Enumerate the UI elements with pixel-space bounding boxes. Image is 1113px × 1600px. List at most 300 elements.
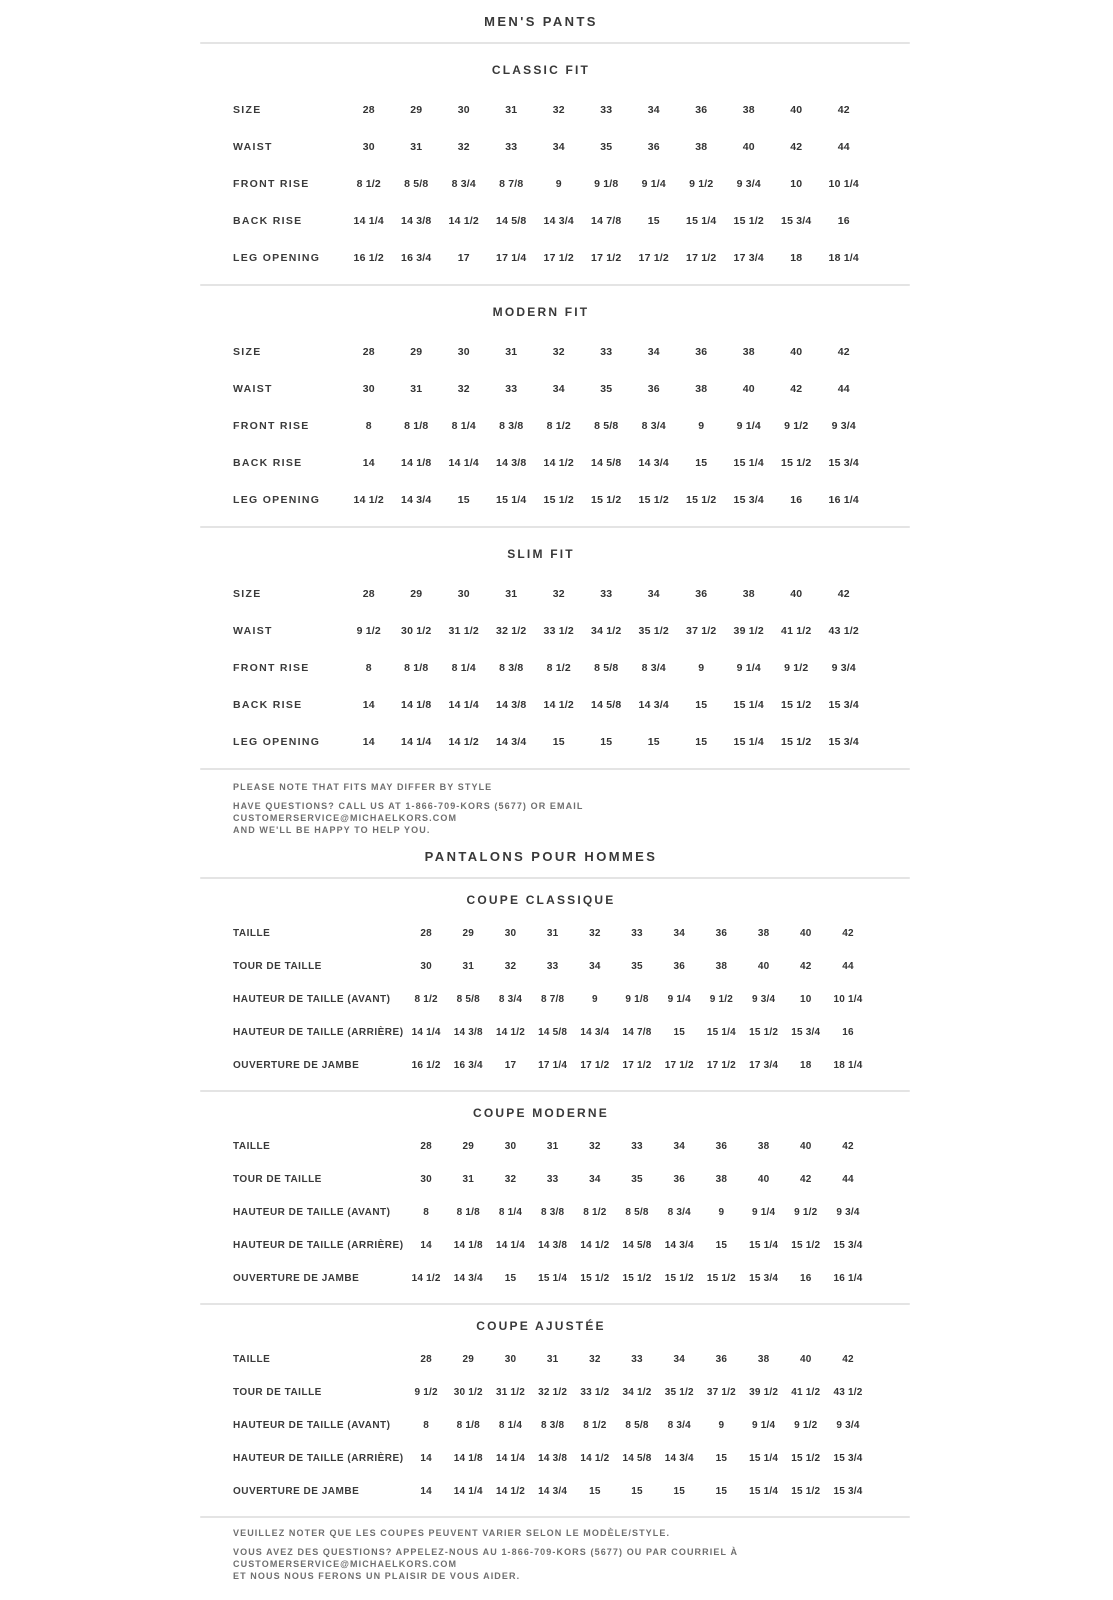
size-value: 9 (718, 1207, 725, 1218)
size-value: 15 1/2 (686, 493, 717, 506)
size-value: 14 1/4 (401, 735, 432, 748)
size-value: 15 3/4 (828, 735, 859, 748)
size-value: 30 (504, 1141, 517, 1152)
size-value: 40 (757, 1174, 770, 1185)
size-value: 14 3/4 (453, 1273, 483, 1284)
size-value: 9 3/4 (736, 177, 761, 190)
size-value: 33 (631, 1141, 643, 1152)
size-value: 15 (715, 1453, 728, 1464)
size-value: 41 1/2 (791, 1387, 821, 1398)
size-value: 17 1/2 (543, 251, 574, 264)
table-row (233, 1475, 869, 1508)
size-value: 15 3/4 (828, 456, 859, 469)
size-value: 8 (365, 661, 372, 674)
row-label: HAUTEUR DE TAILLE (ARRIÈRE) (233, 1027, 404, 1038)
size-value: 14 (420, 1453, 432, 1464)
size-value: 14 7/8 (591, 214, 622, 227)
row-label: TAILLE (233, 1354, 271, 1365)
size-value: 14 5/8 (622, 1453, 652, 1464)
size-value: 29 (410, 587, 423, 600)
table-row (233, 239, 868, 276)
size-value: 33 (546, 1174, 559, 1185)
size-value: 15 1/2 (791, 1240, 821, 1251)
table-row (233, 407, 868, 444)
size-value: 35 (631, 1174, 643, 1185)
size-value: 38 (695, 140, 708, 153)
size-value: 14 3/4 (664, 1453, 694, 1464)
row-label: TOUR DE TAILLE (233, 1387, 322, 1398)
size-value: 8 (423, 1420, 429, 1431)
size-value: 31 (505, 103, 518, 116)
size-value: 33 (505, 382, 518, 395)
size-value: 39 1/2 (749, 1387, 779, 1398)
size-value: 31 (410, 140, 423, 153)
size-value: 9 (555, 177, 562, 190)
section-title: COUPE AJUSTÉE (476, 1319, 606, 1333)
size-value: 32 (589, 1354, 601, 1365)
size-value: 40 (790, 587, 803, 600)
size-value: 14 1/2 (495, 1027, 525, 1038)
french-tables-group (200, 879, 910, 1518)
size-value: 40 (800, 928, 812, 939)
size-value: 8 3/4 (667, 1420, 691, 1431)
size-value: 15 1/2 (580, 1273, 610, 1284)
size-value: 8 1/2 (356, 177, 381, 190)
table-row (233, 1163, 869, 1196)
size-value: 9 1/2 (794, 1207, 818, 1218)
table-row (233, 1229, 869, 1262)
size-value: 8 1/2 (546, 661, 571, 674)
size-value: 8 1/2 (583, 1207, 607, 1218)
size-value: 32 (552, 587, 565, 600)
size-value: 14 1/8 (453, 1453, 483, 1464)
size-value: 34 (552, 382, 565, 395)
size-value: 15 1/4 (496, 493, 527, 506)
size-value: 16 1/2 (411, 1060, 441, 1071)
size-value: 15 (673, 1027, 685, 1038)
size-value: 8 1/8 (456, 1207, 480, 1218)
table-row (233, 1376, 869, 1409)
size-value: 15 1/4 (706, 1027, 736, 1038)
size-value: 38 (742, 587, 755, 600)
size-value: 9 (698, 419, 705, 432)
size-value: 14 1/8 (453, 1240, 483, 1251)
size-value: 36 (695, 345, 708, 358)
size-value: 15 3/4 (749, 1273, 779, 1284)
size-value: 14 1/4 (453, 1486, 483, 1497)
size-value: 15 1/2 (791, 1453, 821, 1464)
size-value: 37 1/2 (686, 624, 717, 637)
size-value: 43 1/2 (828, 624, 859, 637)
row-label: SIZE (233, 103, 262, 116)
size-value: 28 (420, 1141, 432, 1152)
size-value: 15 3/4 (833, 1453, 863, 1464)
row-label: WAIST (233, 624, 273, 637)
size-value: 15 1/4 (749, 1486, 779, 1497)
size-value: 8 3/4 (498, 994, 523, 1005)
size-value: 15 1/2 (543, 493, 574, 506)
row-label: HAUTEUR DE TAILLE (AVANT) (233, 994, 391, 1005)
table-row (233, 444, 868, 481)
size-value: 18 1/4 (833, 1060, 863, 1071)
size-value: 17 1/4 (496, 251, 527, 264)
size-value: 8 1/2 (546, 419, 571, 432)
size-value: 9 3/4 (831, 419, 856, 432)
size-value: 38 (715, 961, 728, 972)
table-row (233, 1442, 869, 1475)
size-value: 10 (800, 994, 812, 1005)
size-value: 42 (837, 103, 850, 116)
size-value: 14 5/8 (622, 1240, 652, 1251)
size-value: 36 (715, 928, 728, 939)
size-value: 15 (504, 1273, 517, 1284)
size-value: 15 1/2 (733, 214, 764, 227)
table-row (233, 686, 868, 723)
size-value: 16 (837, 214, 850, 227)
size-value: 9 1/2 (784, 661, 809, 674)
row-label: TAILLE (233, 1141, 271, 1152)
section-title: COUPE CLASSIQUE (466, 893, 616, 907)
table-row (233, 370, 868, 407)
size-value: 33 (631, 1354, 643, 1365)
size-value: 17 1/2 (622, 1060, 652, 1071)
size-value: 15 (457, 493, 470, 506)
size-value: 14 7/8 (622, 1027, 652, 1038)
section-title: COUPE MODERNE (473, 1106, 609, 1120)
row-label: BACK RISE (233, 456, 303, 469)
size-value: 32 1/2 (496, 624, 527, 637)
size-value: 30 (504, 1354, 517, 1365)
size-value: 17 3/4 (749, 1060, 779, 1071)
size-value: 15 1/4 (686, 214, 717, 227)
size-value: 9 1/2 (689, 177, 714, 190)
size-value: 30 1/2 (453, 1387, 483, 1398)
size-value: 34 (647, 345, 660, 358)
size-value: 36 (715, 1141, 728, 1152)
size-value: 8 5/8 (594, 419, 619, 432)
section-title: CLASSIC FIT (491, 63, 591, 77)
size-value: 10 1/4 (828, 177, 859, 190)
size-value: 39 1/2 (733, 624, 764, 637)
size-value: 16 1/2 (353, 251, 384, 264)
size-value: 42 (790, 140, 803, 153)
size-value: 14 (420, 1240, 432, 1251)
size-value: 42 (842, 1354, 854, 1365)
size-value: 8 5/8 (594, 661, 619, 674)
size-value: 15 1/4 (749, 1240, 779, 1251)
size-value: 35 (600, 140, 613, 153)
english-notes (200, 770, 910, 836)
size-value: 15 1/2 (781, 735, 812, 748)
fit-section (200, 1305, 910, 1516)
size-value: 18 1/4 (828, 251, 859, 264)
size-value: 32 (504, 961, 517, 972)
size-value: 17 (504, 1060, 517, 1071)
size-value: 15 1/2 (638, 493, 669, 506)
size-value: 30 (362, 382, 375, 395)
size-value: 15 1/4 (733, 698, 764, 711)
table-row (233, 1409, 869, 1442)
table-row (233, 917, 869, 950)
size-value: 8 5/8 (456, 994, 480, 1005)
size-value: 29 (410, 345, 423, 358)
size-value: 17 (457, 251, 470, 264)
row-label: FRONT RISE (233, 177, 310, 190)
row-label: HAUTEUR DE TAILLE (ARRIÈRE) (233, 1240, 404, 1251)
table-row (233, 91, 868, 128)
fit-section (200, 44, 910, 284)
size-value: 33 1/2 (580, 1387, 610, 1398)
size-value: 8 (365, 419, 372, 432)
size-value: 28 (362, 103, 375, 116)
size-value: 14 1/2 (580, 1453, 610, 1464)
table-row (233, 202, 868, 239)
row-label: LEG OPENING (233, 735, 321, 748)
size-value: 15 (552, 735, 565, 748)
row-label: BACK RISE (233, 698, 303, 711)
size-value: 31 (505, 587, 518, 600)
size-value: 36 (695, 587, 708, 600)
size-value: 17 3/4 (733, 251, 764, 264)
size-value: 15 3/4 (833, 1486, 863, 1497)
size-value: 8 7/8 (541, 994, 565, 1005)
size-value: 15 (715, 1240, 728, 1251)
size-value: 8 1/8 (404, 661, 429, 674)
size-value: 14 1/4 (448, 698, 479, 711)
size-value: 8 7/8 (499, 177, 524, 190)
row-label: TOUR DE TAILLE (233, 961, 322, 972)
size-value: 31 1/2 (448, 624, 479, 637)
table-row (233, 128, 868, 165)
table-row (233, 649, 868, 686)
fit-section (200, 879, 910, 1090)
size-value: 8 3/8 (541, 1207, 565, 1218)
row-label: HAUTEUR DE TAILLE (AVANT) (233, 1420, 391, 1431)
size-value: 29 (410, 103, 423, 116)
english-tables-group (200, 44, 910, 770)
contact-note-fr-line2: ET NOUS NOUS FERONS UN PLAISIR DE VOUS AIDER. (233, 1571, 521, 1581)
size-value: 30 (362, 140, 375, 153)
size-value: 34 (647, 587, 660, 600)
size-value: 44 (842, 1174, 854, 1185)
size-value: 15 (715, 1486, 728, 1497)
size-value: 31 (410, 382, 423, 395)
size-value: 9 1/4 (736, 661, 761, 674)
size-value: 32 (589, 928, 601, 939)
size-table (233, 917, 869, 1082)
size-value: 34 (552, 140, 565, 153)
size-table (233, 91, 868, 276)
size-value: 33 (600, 103, 613, 116)
size-value: 36 (715, 1354, 728, 1365)
french-section-title: PANTALONS POUR HOMMES (424, 849, 658, 864)
size-value: 28 (420, 928, 432, 939)
size-value: 9 1/2 (784, 419, 809, 432)
row-label: SIZE (233, 587, 262, 600)
size-value: 14 5/8 (496, 214, 527, 227)
size-value: 15 1/2 (781, 456, 812, 469)
size-value: 14 5/8 (538, 1027, 568, 1038)
size-value: 28 (420, 1354, 432, 1365)
size-value: 42 (842, 1141, 854, 1152)
size-value: 9 3/4 (836, 1207, 860, 1218)
size-value: 14 1/4 (353, 214, 384, 227)
size-value: 9 1/2 (414, 1387, 438, 1398)
size-value: 42 (800, 1174, 812, 1185)
size-value: 32 (457, 382, 470, 395)
size-value: 15 1/2 (622, 1273, 652, 1284)
size-value: 14 1/2 (580, 1240, 610, 1251)
size-value: 14 1/4 (448, 456, 479, 469)
size-value: 34 1/2 (622, 1387, 652, 1398)
size-value: 31 (462, 961, 475, 972)
size-value: 40 (757, 961, 770, 972)
size-value: 15 1/4 (749, 1453, 779, 1464)
size-value: 14 1/2 (448, 735, 479, 748)
size-value: 14 3/4 (538, 1486, 568, 1497)
table-row (233, 950, 869, 983)
size-guide-content (200, 0, 910, 1582)
size-value: 9 1/4 (641, 177, 666, 190)
section-title: SLIM FIT (507, 547, 575, 561)
size-value: 31 (546, 928, 559, 939)
size-value: 42 (837, 345, 850, 358)
size-value: 34 (673, 1354, 685, 1365)
table-row (233, 723, 868, 760)
size-value: 40 (790, 103, 803, 116)
size-value: 9 (698, 661, 705, 674)
size-value: 15 1/2 (591, 493, 622, 506)
size-value: 38 (715, 1174, 728, 1185)
size-value: 15 3/4 (791, 1027, 821, 1038)
size-value: 15 1/2 (791, 1486, 821, 1497)
size-value: 14 3/4 (401, 493, 432, 506)
size-value: 14 1/4 (411, 1027, 441, 1038)
size-value: 37 1/2 (706, 1387, 736, 1398)
size-value: 14 1/2 (448, 214, 479, 227)
size-value: 31 1/2 (495, 1387, 525, 1398)
row-label: BACK RISE (233, 214, 303, 227)
size-value: 35 1/2 (638, 624, 669, 637)
size-value: 8 1/2 (414, 994, 438, 1005)
size-value: 14 (362, 735, 375, 748)
size-value: 17 1/2 (580, 1060, 610, 1071)
size-value: 30 (504, 928, 517, 939)
size-value: 14 1/4 (495, 1453, 525, 1464)
size-value: 17 1/4 (538, 1060, 568, 1071)
size-value: 36 (647, 382, 660, 395)
size-value: 8 3/8 (499, 661, 524, 674)
size-value: 15 (695, 456, 708, 469)
size-value: 32 (457, 140, 470, 153)
size-value: 35 1/2 (664, 1387, 694, 1398)
size-value: 15 1/4 (538, 1273, 568, 1284)
size-value: 33 (600, 345, 613, 358)
row-label: OUVERTURE DE JAMBE (233, 1273, 360, 1284)
row-label: WAIST (233, 382, 273, 395)
size-value: 15 1/2 (706, 1273, 736, 1284)
table-row (233, 481, 868, 518)
size-value: 40 (800, 1141, 812, 1152)
size-value: 28 (362, 587, 375, 600)
size-value: 36 (673, 961, 685, 972)
size-value: 9 1/4 (751, 1420, 776, 1431)
size-value: 9 1/4 (736, 419, 761, 432)
row-label: HAUTEUR DE TAILLE (AVANT) (233, 1207, 391, 1218)
size-value: 38 (757, 928, 770, 939)
size-value: 15 (695, 735, 708, 748)
size-value: 8 1/4 (451, 419, 476, 432)
size-value: 8 1/4 (498, 1207, 523, 1218)
size-value: 14 (420, 1486, 432, 1497)
size-value: 9 3/4 (751, 994, 776, 1005)
row-label: TAILLE (233, 928, 271, 939)
size-value: 30 (420, 961, 432, 972)
size-value: 28 (362, 345, 375, 358)
size-value: 14 3/4 (496, 735, 527, 748)
size-value: 15 (600, 735, 613, 748)
size-value: 16 (842, 1027, 854, 1038)
size-value: 32 (589, 1141, 601, 1152)
size-value: 8 (423, 1207, 429, 1218)
size-value: 8 3/4 (667, 1207, 691, 1218)
fit-section (200, 1092, 910, 1303)
size-value: 8 5/8 (625, 1420, 649, 1431)
size-table (233, 575, 868, 760)
fit-note-fr: VEUILLEZ NOTER QUE LES COUPES PEUVENT VARIER SELON LE MODÈLE/STYLE. (233, 1528, 671, 1538)
size-value: 18 (790, 251, 803, 264)
size-value: 32 1/2 (538, 1387, 568, 1398)
size-value: 41 1/2 (781, 624, 812, 637)
size-value: 14 3/4 (664, 1240, 694, 1251)
size-value: 40 (742, 140, 755, 153)
size-value: 44 (837, 382, 850, 395)
size-value: 10 (790, 177, 803, 190)
size-value: 15 (589, 1486, 601, 1497)
size-value: 30 (457, 587, 470, 600)
table-row (233, 1196, 869, 1229)
size-value: 34 (647, 103, 660, 116)
size-value: 9 1/4 (667, 994, 691, 1005)
size-value: 9 (591, 994, 598, 1005)
row-label: FRONT RISE (233, 419, 310, 432)
size-value: 14 1/4 (495, 1240, 525, 1251)
size-value: 44 (837, 140, 850, 153)
size-value: 15 (647, 735, 660, 748)
page-title: MEN'S PANTS (484, 14, 598, 29)
row-label: HAUTEUR DE TAILLE (ARRIÈRE) (233, 1453, 404, 1464)
size-value: 42 (800, 961, 812, 972)
size-value: 40 (742, 382, 755, 395)
size-value: 14 1/2 (543, 456, 574, 469)
size-value: 9 3/4 (836, 1420, 860, 1431)
size-value: 9 (718, 1420, 725, 1431)
size-value: 31 (546, 1141, 559, 1152)
size-value: 14 3/8 (401, 214, 432, 227)
contact-note-en-line1: HAVE QUESTIONS? CALL US AT 1-866-709-KORS (5677) OR EMAIL CUSTOMERSERVICE@MICHAELKORS.COM (233, 801, 584, 823)
size-value: 38 (742, 103, 755, 116)
size-value: 8 3/4 (641, 419, 666, 432)
row-label: SIZE (233, 345, 262, 358)
contact-note-en-line2: AND WE'LL BE HAPPY TO HELP YOU. (233, 825, 431, 835)
size-value: 14 1/8 (401, 456, 432, 469)
size-value: 14 3/8 (453, 1027, 483, 1038)
size-value: 17 1/2 (591, 251, 622, 264)
size-value: 35 (631, 961, 643, 972)
contact-note-fr (233, 1546, 793, 1582)
row-label: FRONT RISE (233, 661, 310, 674)
size-value: 14 3/8 (538, 1453, 568, 1464)
